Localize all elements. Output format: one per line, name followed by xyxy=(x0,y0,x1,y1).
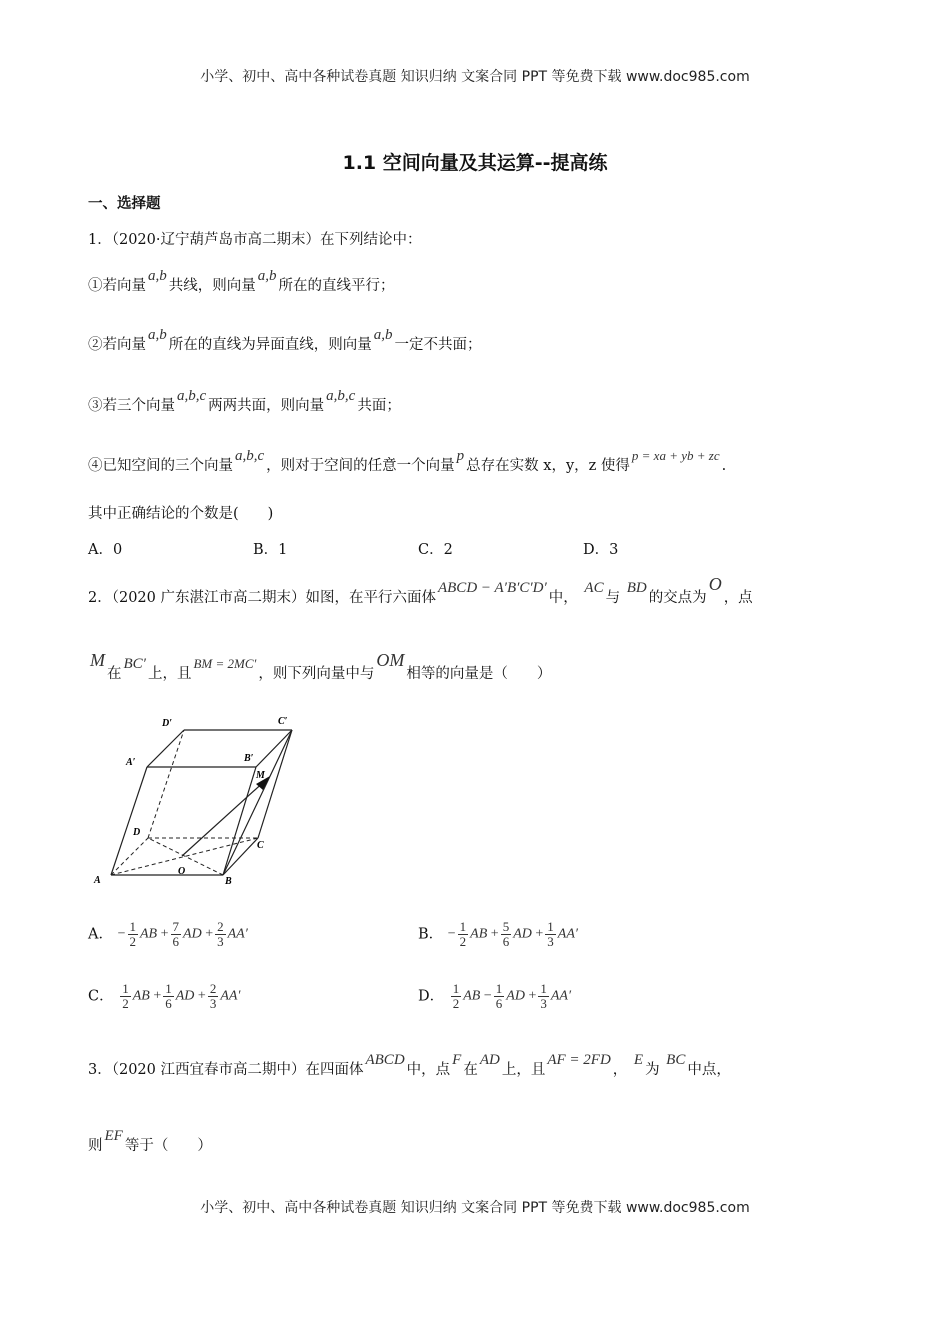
q1-intro: 1．（2020·辽宁葫芦岛市高二期末）在下列结论中： xyxy=(88,232,422,248)
q1-option-a[interactable]: A．0 xyxy=(88,542,123,558)
page-header: 小学、初中、高中各种试卷真题 知识归纳 文案合同 PPT 等免费下载 www.doc985.com xyxy=(200,69,750,85)
vector-om xyxy=(182,779,267,856)
edge-d-dp xyxy=(148,730,184,838)
label-d: D xyxy=(133,827,141,838)
option-d-expression: $\frac{1}{2}$ AB − $\frac{1}{6}$ AD + $\frac{1}{3}$ AA′ xyxy=(452,981,572,1011)
page-footer: 小学、初中、高中各种试卷真题 知识归纳 文案合同 PPT 等免费下载 www.doc985.com xyxy=(200,1200,750,1216)
page-title: 1.1 空间向量及其运算--提高练 xyxy=(342,152,608,174)
option-c-expression: $\frac{1}{2}$ AB + $\frac{1}{6}$ AD + $\frac{2}{3}$ AA′ xyxy=(122,981,241,1011)
option-a-expression: − $\frac{1}{2}$ AB + $\frac{7}{6}$ AD + $\frac{2}{3}$ AA′ xyxy=(117,919,248,949)
label-a: A xyxy=(94,875,101,886)
label-bp: B′ xyxy=(244,753,254,764)
q1-option-b[interactable]: B．1 xyxy=(253,542,288,558)
q3-line-1: 3．（2020 江西宜春市高二期中）在四面体ABCD中，点F在AD上，且AF = 2FD， E为 BC中点， xyxy=(88,1052,731,1078)
option-b-expression: − $\frac{1}{2}$ AB + $\frac{5}{6}$ AD + $\frac{1}{3}$ AA′ xyxy=(447,919,578,949)
q1-statement-2: ②若向量a,b所在的直线为异面直线，则向量a,b一定不共面； xyxy=(88,327,482,353)
parallelepiped-figure xyxy=(86,708,316,888)
label-c: C xyxy=(257,840,264,851)
label-ap: A′ xyxy=(126,757,136,768)
q2-line-2: M在BC′上，且BM = 2MC′，则下列向量中与OM相等的向量是（ ） xyxy=(90,650,552,682)
q1-statement-3: ③若三个向量a,b,c两两共面，则向量a,b,c共面； xyxy=(88,388,401,414)
label-o: O xyxy=(178,866,186,877)
q2-option-c[interactable]: C． $\frac{1}{2}$ AB + $\frac{1}{6}$ AD + $\frac{2}{3}$ AA′ xyxy=(88,981,241,1011)
section-heading: 一、选择题 xyxy=(88,196,161,212)
q2-option-b[interactable]: B． − $\frac{1}{2}$ AB + $\frac{5}{6}$ AD + $\frac{1}{3}$ AA′ xyxy=(418,919,578,949)
label-b: B xyxy=(225,876,232,887)
q1-question: 其中正确结论的个数是( ) xyxy=(88,506,274,522)
segment-b-cp xyxy=(223,730,292,875)
q2-line-1: 2．（2020 广东湛江市高二期末）如图，在平行六面体ABCD − A′B′C′D′中， AC与 BD的交点为O，点 xyxy=(88,574,753,606)
edge-a-ap xyxy=(111,767,147,875)
q2-option-d[interactable]: D． $\frac{1}{2}$ AB − $\frac{1}{6}$ AD + $\frac{1}{3}$ AA′ xyxy=(418,981,572,1011)
label-dp: D′ xyxy=(162,718,173,729)
diagonal-b-d xyxy=(148,838,223,875)
q1-statement-1: ①若向量a,b共线，则向量a,b所在的直线平行； xyxy=(88,268,395,294)
q1-statement-4: ④已知空间的三个向量a,b,c，则对于空间的任意一个向量p总存在实数 x，y，z 使得p = xa + yb + zc. xyxy=(88,448,727,474)
q3-line-2: 则EF等于（ ） xyxy=(88,1128,212,1154)
label-m: M xyxy=(256,770,265,781)
label-cp: C′ xyxy=(278,716,288,727)
q1-option-c[interactable]: C．2 xyxy=(418,542,453,558)
edge-ap-dp xyxy=(147,730,184,767)
q2-option-a[interactable]: A． − $\frac{1}{2}$ AB + $\frac{7}{6}$ AD + $\frac{2}{3}$ AA′ xyxy=(88,919,248,949)
q1-option-d[interactable]: D．3 xyxy=(583,542,619,558)
edge-b-bp xyxy=(223,767,256,875)
